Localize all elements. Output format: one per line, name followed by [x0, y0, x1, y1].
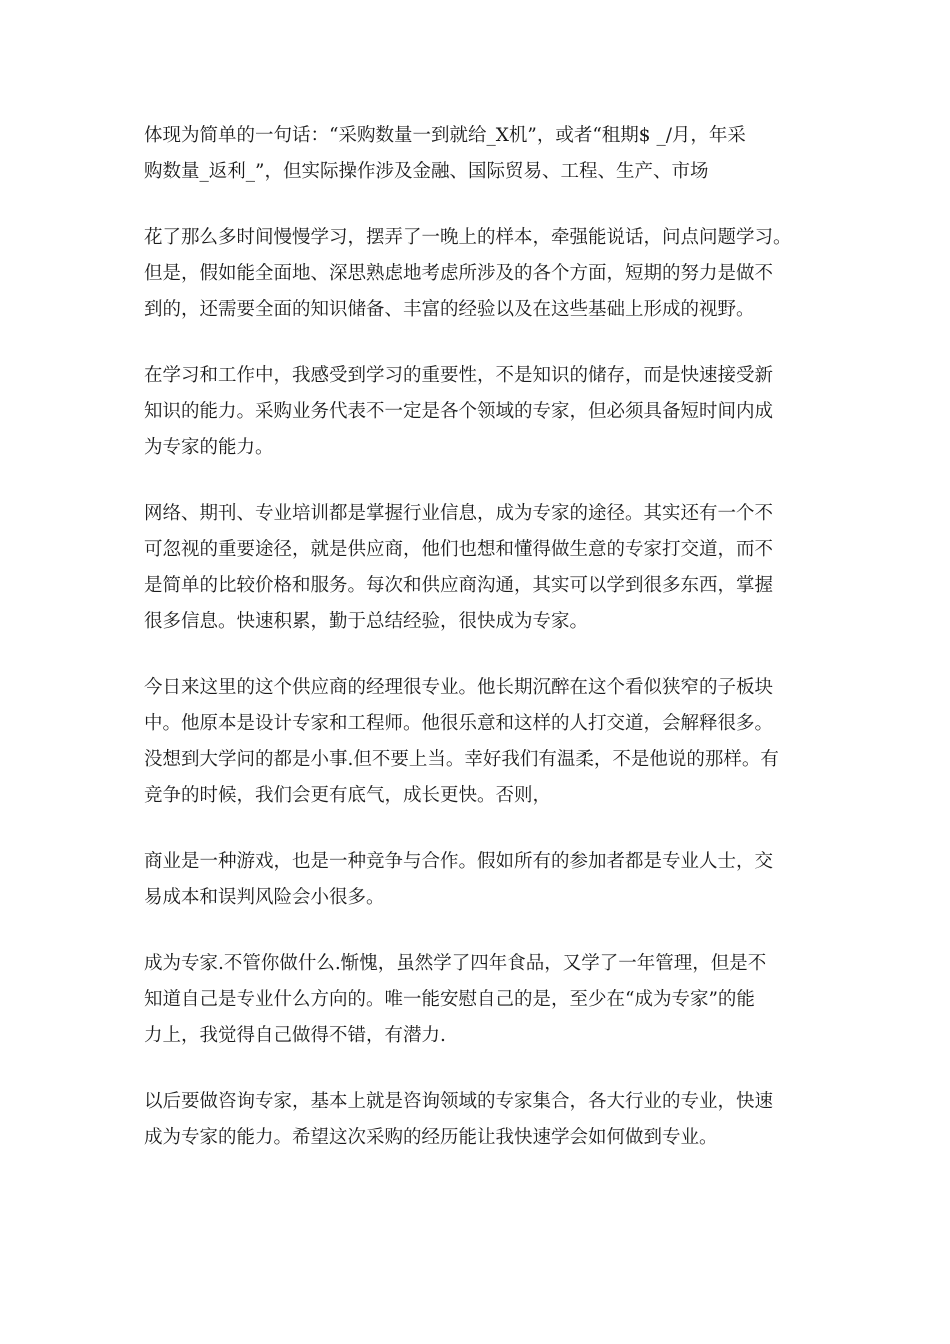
text-line: 但是，假如能全面地、深思熟虑地考虑所涉及的各个方面，短期的努力是做不 [144, 263, 774, 284]
paragraph [144, 844, 814, 916]
paragraph [144, 220, 814, 328]
text-line: 可忽视的重要途径，就是供应商，他们也想和懂得做生意的专家打交道，而不 [144, 539, 774, 560]
text-line: 为专家的能力。 [144, 437, 274, 458]
text-line: 知道自己是专业什么方向的。唯一能安慰自己的是，至少在“成为专家”的能 [144, 989, 755, 1010]
text-line: 体现为简单的一句话：“采购数量一到就给_X机”，或者“租期$ _/月，年采 [144, 125, 746, 146]
text-line: 以后要做咨询专家，基本上就是咨询领域的专家集合，各大行业的专业，快速 [144, 1091, 774, 1112]
text-line: 没想到大学问的都是小事.但不要上当。幸好我们有温柔，不是他说的那样。有 [144, 749, 779, 770]
paragraph [144, 670, 814, 814]
text-line: 网络、期刊、专业培训都是掌握行业信息，成为专家的途径。其实还有一个不 [144, 503, 774, 524]
text-line: 竞争的时候，我们会更有底气，成长更快。否则， [144, 785, 552, 806]
text-line: 中。他原本是设计专家和工程师。他很乐意和这样的人打交道，会解释很多。 [144, 713, 774, 734]
text-line: 是简单的比较价格和服务。每次和供应商沟通，其实可以学到很多东西，掌握 [144, 575, 774, 596]
paragraph [144, 358, 814, 466]
text-line: 力上，我觉得自己做得不错，有潜力. [144, 1025, 446, 1046]
paragraph [144, 946, 814, 1054]
text-line: 购数量_返利_”，但实际操作涉及金融、国际贸易、工程、生产、市场 [144, 161, 709, 182]
paragraph [144, 118, 814, 190]
text-line: 到的，还需要全面的知识储备、丰富的经验以及在这些基础上形成的视野。 [144, 299, 755, 320]
text-line: 很多信息。快速积累，勤于总结经验，很快成为专家。 [144, 611, 589, 632]
text-line: 今日来这里的这个供应商的经理很专业。他长期沉醉在这个看似狭窄的子板块 [144, 677, 774, 698]
document-body [144, 118, 814, 1186]
text-line: 商业是一种游戏，也是一种竞争与合作。假如所有的参加者都是专业人士，交 [144, 851, 774, 872]
text-line: 成为专家的能力。希望这次采购的经历能让我快速学会如何做到专业。 [144, 1127, 718, 1148]
paragraph [144, 496, 814, 640]
text-line: 花了那么多时间慢慢学习，摆弄了一晚上的样本，牵强能说话，问点问题学习。 [144, 227, 792, 248]
text-line: 知识的能力。采购业务代表不一定是各个领域的专家，但必须具备短时间内成 [144, 401, 774, 422]
text-line: 在学习和工作中，我感受到学习的重要性，不是知识的储存，而是快速接受新 [144, 365, 774, 386]
text-line: 易成本和误判风险会小很多。 [144, 887, 385, 908]
text-line: 成为专家.不管你做什么.惭愧，虽然学了四年食品，又学了一年管理，但是不 [144, 953, 767, 974]
paragraph [144, 1084, 814, 1156]
